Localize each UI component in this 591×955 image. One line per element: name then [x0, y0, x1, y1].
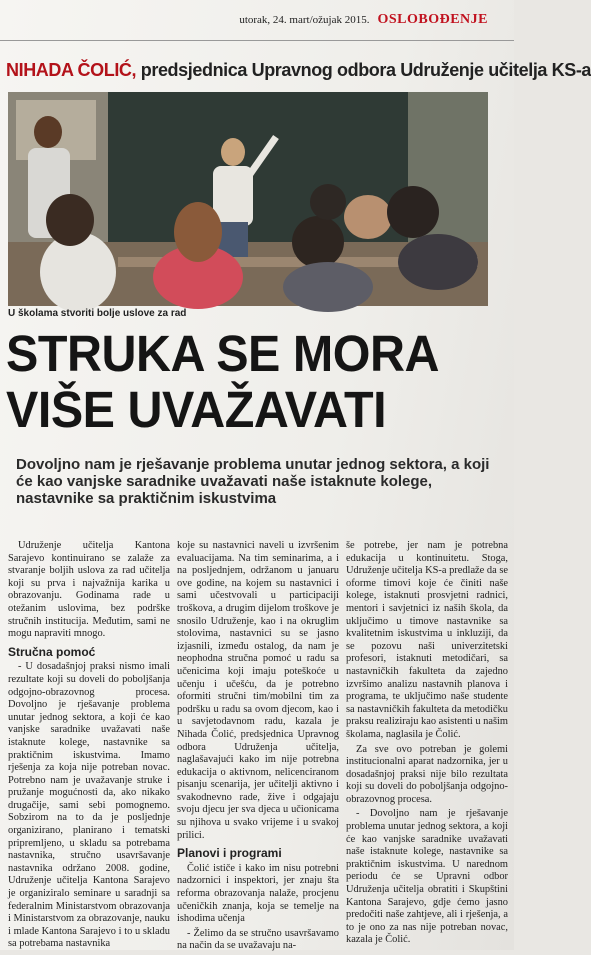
byline-role: predsjednica Upravnog odbora Udruženje učitelja KS-a	[140, 60, 591, 80]
paragraph: Čolić ističe i kako im nisu potrebni nadzornici i inspektori, jer znaju šta reforma obrazovanja nalaže, procjenu učeničkih znanja, koja se temelje na ishodima učenja	[177, 862, 339, 925]
masthead-divider	[0, 40, 514, 41]
headline-line-1: STRUKA SE MORA	[6, 325, 440, 382]
article-column-2	[177, 540, 339, 955]
paragraph: še potrebe, jer nam je potrebna edukacija u kontinuitetu. Stoga, Udruženje učitelja KS-a predlaže da se oforme timovi koje će činiti naše kolege, istaknuti prosvjetni radnici, mentori i savjetnici iz naših škola, da uključimo u timove nastavnike sa kvalitetnim iskustvima u inkluziji, da se pozovu naši univerzitetski profesori, istaknuti metodičari, sa nastavničkih fakulteta da zajedno izvršimo analizu nastavnih planova i programa, te uključimo naše studente sa nastavničkih fakulteta da metodičku praksu realiziraju kao asistenti u našim školama, naglasila je Čolić.	[346, 540, 508, 740]
byline-name: NIHADA ČOLIĆ,	[6, 60, 137, 80]
paragraph: Za sve ovo potreban je golemi institucionalni aparat nadzornika, jer u dosadašnjoj praksi nije bilo rezultata koji su doveli do poboljšanja odgojno-obrazovnog procesa.	[346, 743, 508, 805]
paragraph: Udruženje učitelja Kantona Sarajevo kontinuirano se zalaže za stvaranje boljih uslova za rad učitelja koji su prva i najvažnija karika u obrazovanju. Godinama rade u otežanim uslovima, bez podrške stručnih institucija. Međutim, sami ne mogu napraviti mnogo.	[8, 540, 170, 640]
article-column-3	[346, 540, 508, 955]
article-body	[8, 540, 508, 950]
subheading: Planovi i programi	[177, 846, 282, 861]
article-deck: Dovoljno nam je rješavanje problema unutar jednog sektora, a koji će kao vanjske saradnike uvažavati naše istaknute kolege, nastavnike sa praktičnim iskustvima	[16, 456, 490, 507]
subheading: Stručna pomoć	[8, 644, 96, 659]
byline	[6, 60, 591, 88]
paragraph: koje su nastavnici naveli u izvršenim evaluacijama. Na tim seminarima, a i na posljednjem, održanom u januaru ove godine, na kojem su nastavnici i sami učestvovali u participaciji troškova, a drugim dijelom troškove je snosilo Udruženje, kao i na okruglim stolovima, nastavnici su se jasno izjasnili, između ostalog, da nam je neophodna stručna pomoć u radu sa učenicima koji imaju poteškoće u učenju i učešću, da je potrebno oformiti stručni tim/mobilni tim za podršku u radu sa ovom djecom, kao i u savjetodavnom radu, kazala je Nihada Čolić, predsjednica Upravnog odbora Udruženja učitelja, naglašavajući kako im nije potrebna edukacija o aktivnom, nelicenciranom pisanju scenarija, jer učitelji aktivno i svakodnevno rade, žive i odgajaju svoju djecu jer sva djeca u učionicama su njihova u svako vrijeme i u svakoj prilici.	[177, 540, 339, 841]
paragraph: - Želimo da se stručno usavršavamo na način da se uvažavaju na-	[177, 927, 339, 952]
headline-line-2: VIŠE UVAŽAVATI	[6, 381, 387, 438]
paragraph: - Dovoljno nam je rješavanje problema unutar jednog sektora, a koji će kao vanjske saradnike uvažavati naše istaknute kolege, nastavnike sa praktičnim iskustvima. U narednom periodu će se Upravni odbor Udruženja učitelja obratiti i Skupštini Kantona Sarajevo, gdje ćemo jasno predočiti naše zahtjeve, ali i rješenja, a to je ono za nas nije potreban novac, kazala je Čolić.	[346, 808, 508, 946]
headline	[6, 326, 481, 446]
classroom-illustration	[8, 92, 488, 306]
classroom-photo	[8, 92, 488, 306]
newspaper-name: OSLOBOĐENJE	[377, 12, 488, 27]
photo-caption: U školama stvoriti bolje uslove za rad	[8, 308, 187, 319]
paragraph: - U dosadašnjoj praksi nismo imali rezultate koji su doveli do poboljšanja odgojno-obrazovnog procesa. Dovoljno je rješavanje problema unutar jednog sektora, a koji će kao vanjske saradnike uvažavati naše istaknute kolege, nastavnike sa praktičnim iskustvima. Imamo rješenja za koja nije potreban novac. Potrebno nam je uvažavanje struke i pružanje mogućnosti da, ako nikako drugačije, sami sebi pomognemo. Sobzirom na to da je posljednje organizirano, planirano i tematski pripremljeno, u skladu sa potrebama nastavnika, stručno usavršavanje nastavnika održano 2008. godine, Udruženje učitelja Kantona Sarajevo je organiziralo seminare u saradnji sa federalnim Ministarstvom obrazovanja i Ministarstvom za obrazovanje, nauku i mlade Kantona Sarajevo i to u skladu sa potrebama nastavnika	[8, 661, 170, 950]
article-column-1	[8, 540, 170, 955]
masthead	[0, 0, 514, 40]
issue-date: utorak, 24. mart/ožujak 2015.	[239, 14, 370, 26]
